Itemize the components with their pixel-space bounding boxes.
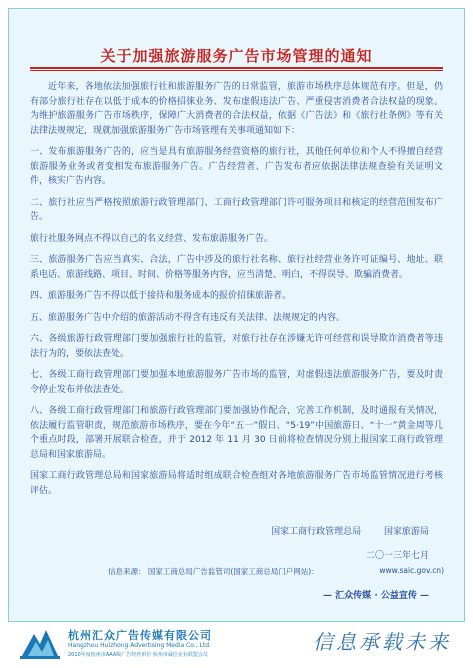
company-name-cn: 杭州汇众广告传媒有限公司 — [68, 629, 212, 642]
paragraph-6: 六、各级旅游行政管理部门要加强旅行社的监管，对旅行社存在涉嫌无许可经营和误导欺诈消费者等违法行为的，要依法查处。 — [30, 334, 443, 359]
media-slogan: — 汇众传媒 · 公益宣传 — — [323, 591, 429, 601]
paragraph-4: 四、旅游服务广告不得以低于接待和服务成本的报价招徕旅游者。 — [30, 291, 292, 301]
paragraph-2b: 旅行社服务网点不得以自己的名义经营、发布旅游服务广告。 — [30, 233, 274, 244]
signature-line — [251, 524, 429, 537]
paragraph-intro: 近年来，各地依法加强旅行社和旅游服务广告的日常监管，旅游市场秩序总体规范有序。但是，仍有部分旅行社存在以低于成本的价格招徕业务、发布虚假违法广告、严重侵害消费者合法权益的现象。为维护旅游服务广告市场秩序，保障广大消费者的合法权益，依据《广告法》和《旅行社条例》等有关法律法规规定，现就加强旅游服务广告市场管理有关事项通知如下： — [30, 82, 443, 136]
signer-saic: 国家工商行政管理总局 — [271, 527, 362, 537]
source-line — [108, 566, 444, 577]
paragraph-8: 八、各级工商行政管理部门和旅游行政管理部门要加强协作配合，完善工作机制，及时通报有关情况，依法履行监管职责，规范旅游市场秩序，要在今年“五一”假日、“5·19”中国旅游日、“十一”黄金周等几个重点时段，部署开展联合检查，并于 2012 年 11 月 30 日前将检查情况分别上报国家工商行政管理总局和国家旅游局。 — [30, 406, 443, 460]
paragraph-1: 一、发布旅游服务广告的，应当是具有旅游服务经营资格的旅行社，其他任何单位和个人不得擅自经营旅游服务业务或者变相发布旅游服务广告。广告经营者、广告发布者应依据法律法规查验有关证明文件，核实广告内容。 — [30, 147, 443, 186]
notice-body — [30, 80, 443, 505]
paragraph-7: 七、各级工商行政管理部门要加强本地旅游服务广告市场的监管，对虚假违法旅游服务广告，要及时责令停止发布并依法查处。 — [30, 370, 443, 395]
company-logo-icon — [20, 626, 60, 660]
title-rule-thin — [30, 70, 443, 71]
paragraph-3: 三、旅游服务广告应当真实、合法，广告中涉及的旅行社名称、旅行社经营业务许可证编号、地址、联系电话、旅游线路、项目、时间、价格等服务内容，应当清楚、明白，不得误导、欺骗消费者。 — [30, 255, 443, 280]
company-name-en: Hangzhou Huizhong Advertising Media Co., Ltd. — [68, 642, 211, 649]
motto-calligraphy: 信息承载未来 — [313, 630, 451, 654]
signer-cnta: 国家旅游局 — [383, 527, 429, 537]
notice-title: 关于加强旅游服务广告市场管理的通知 — [100, 47, 373, 65]
paragraph-5: 五、旅游服务广告中介绍的旅游活动不得含有违反有关法律、法规规定的内容。 — [30, 312, 346, 323]
source-website-link[interactable]: www.saic.gov.cn) — [379, 566, 444, 575]
source-label: 信息来源： 国家工商总局广告监管司(国家工商总局门户网站)： — [108, 567, 319, 576]
notice-date: 二〇一三年七月 — [365, 551, 429, 561]
footer-bar — [8, 622, 465, 664]
paragraph-2: 二、旅行社应当严格按照旅游行政管理部门、工商行政管理部门许可服务项目和核定的经营范围发布广告。 — [30, 197, 443, 222]
company-credentials: 2010年度杭州市AAA级广告经营单位 杭州市诚信企业联盟会员 — [68, 652, 208, 658]
title-rule-thick — [30, 67, 443, 69]
paragraph-closing: 国家工商行政管理总局和国家旅游局将适时组成联合检查组对各地旅游服务广告市场监管情况进行考核评估。 — [30, 471, 443, 496]
